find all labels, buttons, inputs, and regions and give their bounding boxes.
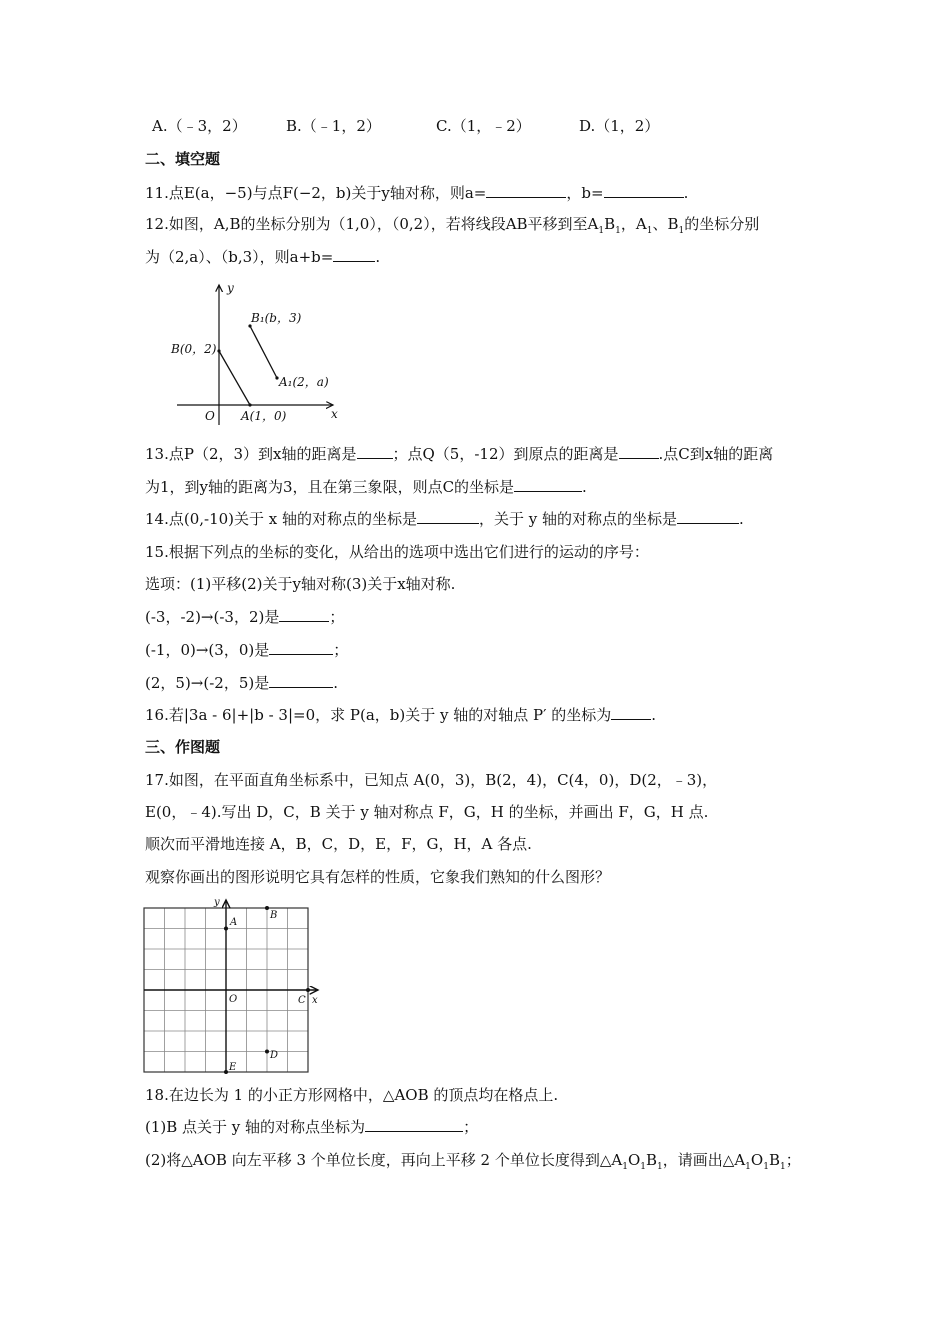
blank xyxy=(279,607,329,622)
blank xyxy=(619,444,659,459)
question-18-line3: (2)将△AOB 向左平移 3 个单位长度，再向上平移 2 个单位长度得到$\triangle A_1O_1B_1$，请画出$\triangle A_1O_1B_1$； xyxy=(145,1151,801,1172)
point-d xyxy=(265,1050,269,1054)
question-15-item1: (-3，-2)→(-3，2)是 ； xyxy=(145,608,345,626)
figure-q17 xyxy=(140,895,325,1075)
label-b: B(0，2) xyxy=(171,342,217,356)
question-15-options: 选项：(1)平移(2)关于y轴对称(3)关于x轴对称. xyxy=(145,575,456,593)
x-axis-label: x xyxy=(312,995,318,1006)
point-a xyxy=(224,927,228,931)
blank xyxy=(514,477,582,492)
label-a1: A₁(2，a) xyxy=(279,375,329,389)
segment-a1b1 xyxy=(250,326,277,378)
question-15-line1: 15.根据下列点的坐标的变化，从给出的选项中选出它们进行的运动的序号： xyxy=(145,543,649,561)
option-a: A.（﹣3，2） xyxy=(152,117,247,135)
point-a xyxy=(248,403,251,406)
y-axis-label: y xyxy=(227,281,234,295)
question-13-line1: 13.点P（2，3）到x轴的距离是 ；点Q（5，-12）到原点的距离是 .点C到x轴的距离 xyxy=(145,445,774,463)
question-16: 16.若|3a - 6|+|b - 3|=0，求 P(a，b)关于 y 轴的对轴点 P′ 的坐标为 . xyxy=(145,706,657,724)
question-18-line2: (1)B 点关于 y 轴的对称点坐标为 ； xyxy=(145,1118,479,1136)
question-12-line1: 12.如图，A,B的坐标分别为（1,0），（0,2），若将线段AB平移到至$A_1B_1$，$A_1$、$B_1$的坐标分别 xyxy=(145,215,760,236)
question-11: 11.点E(a，−5)与点F(−2，b)关于y轴对称，则a= ，b= . xyxy=(145,184,689,202)
blank xyxy=(269,673,333,688)
question-17-line1: 17.如图，在平面直角坐标系中，已知点 A(0，3)，B(2，4)，C(4，0)，D(2，﹣3)， xyxy=(145,771,718,789)
label-e: E xyxy=(229,1062,237,1073)
blank xyxy=(611,705,651,720)
point-c xyxy=(306,988,310,992)
blank xyxy=(357,444,393,459)
label-d: D xyxy=(270,1050,279,1061)
question-17-line4: 观察你画出的图形说明它具有怎样的性质，它象我们熟知的什么图形？ xyxy=(145,868,611,886)
blank xyxy=(365,1117,463,1132)
question-17-line2: E(0，﹣4).写出 D，C，B 关于 y 轴对称点 F，G，H 的坐标，并画出 F，G，H 点. xyxy=(145,803,709,821)
label-c: C xyxy=(298,995,306,1006)
point-e xyxy=(224,1070,228,1074)
section-title-fill-blank: 二、填空题 xyxy=(145,150,221,168)
y-axis-label: y xyxy=(214,897,220,908)
blank xyxy=(417,509,479,524)
label-b1: B₁(b，3) xyxy=(251,311,302,325)
x-axis-label: x xyxy=(331,407,338,421)
point-b xyxy=(265,906,269,910)
question-15-item2: (-1，0)→(3，0)是 ； xyxy=(145,641,349,659)
question-13-line2: 为1，到y轴的距离为3，且在第三象限，则点C的坐标是 . xyxy=(145,478,587,496)
question-17-line3: 顺次而平滑地连接 A，B，C，D，E，F，G，H，A 各点. xyxy=(145,835,532,853)
question-12-line2: 为（2,a）、（b,3），则a+b= . xyxy=(145,248,381,266)
label-b: B xyxy=(270,910,278,921)
blank xyxy=(604,183,684,198)
question-14: 14.点(0,-10)关于 x 轴的对称点的坐标是 ，关于 y 轴的对称点的坐标是 . xyxy=(145,510,744,528)
option-c: C.（1，﹣2） xyxy=(436,117,531,135)
option-b: B.（﹣1，2） xyxy=(286,117,381,135)
point-b xyxy=(217,349,220,352)
question-15-item3: (2，5)→(-2，5)是 . xyxy=(145,674,339,692)
origin-label: O xyxy=(229,994,238,1005)
segment-ab xyxy=(219,351,250,405)
blank xyxy=(486,183,566,198)
origin-label: O xyxy=(205,409,215,423)
option-d: D.（1，2） xyxy=(579,117,660,135)
label-a: A(1，0) xyxy=(241,409,287,423)
label-a: A xyxy=(230,917,238,928)
figure-q12 xyxy=(165,280,355,430)
blank xyxy=(677,509,739,524)
blank xyxy=(269,640,333,655)
question-18-line1: 18.在边长为 1 的小正方形网格中，△AOB 的顶点均在格点上. xyxy=(145,1086,559,1104)
blank xyxy=(333,247,375,262)
section-title-drawing: 三、作图题 xyxy=(145,738,221,756)
